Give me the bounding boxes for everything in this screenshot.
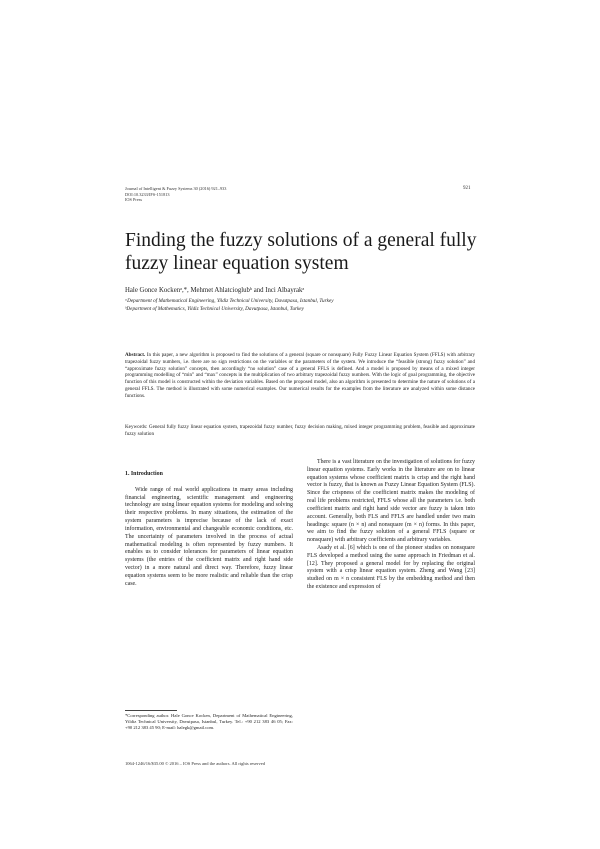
copyright-footer: 1064-1246/16/$35.00 © 2016 – IOS Press and the authors. All rights reserved xyxy=(125,761,266,766)
abstract-text: In this paper, a new algorithm is proposed to find the solutions of a general (square or nonsquare) Fully Fuzzy Linear Equation System (FFLS) with arbitrary trapezoidal fuzzy numbers, i.e. there are no sign restrictions on the variables or the parameters of the system. We introduce the “feasible (strong) fuzzy solution” and “approximate fuzzy solution” concepts, then accordingly “no solution” case of a general FFLS is defined. And a model is proposed by means of a mixed integer programming modelling of “min” and “max” concepts in the multiplication of two arbitrary trapezoidal fuzzy numbers. With the logic of goal programming, the objective function of this model is constructed within the deviation variables. Based on the proposed model, also an algorithm is presented to determine the nature of solutions of a general FFLS. The method is illustrated with some numerical examples. Our numerical results for the examples from the literature are analyzed within some distance functions. xyxy=(125,352,475,399)
footnote-rule xyxy=(125,710,177,711)
page-number: 921 xyxy=(463,186,471,191)
journal-citation: Journal of Intelligent & Fuzzy Systems 30 (2016) 921–933 xyxy=(125,186,227,191)
right-column xyxy=(307,459,475,592)
intro-paragraph-1: Wide range of real world applications in many areas including financial engineering, scientific management and engineering technology are using linear equation systems for modeling and solving their respective problems. In many situations, the estimation of the system parameters is imprecise because of the lack of exact information, environmental and changeable economic conditions, etc. The uncertainty of parameters involved in the process of actual mathematical modeling is often represented by fuzzy numbers. It enables us to consider tolerances for parameters of linear equation systems (the entries of the coefficient matrix and right hand side vector) in a more natural and direct way. Therefore, fuzzy linear equation systems seem to be more realistic and reliable than the crisp case. xyxy=(125,486,293,587)
left-column xyxy=(125,471,293,588)
keywords-label: Keywords: xyxy=(125,424,148,430)
section-heading: 1. Introduction xyxy=(125,471,163,477)
affiliation-a: ᵃDepartment of Mathematical Engineering, Yildiz Technical University, Davutpasa, Istanbul, Turkey xyxy=(125,298,334,304)
doi: DOI:10.3233/IFS-151813 xyxy=(125,191,170,197)
intro-paragraph-2: There is a vast literature on the investigation of solutions for fuzzy linear equation systems. Early works in the literature are on to linear equation systems whose coefficient matrix is crisp and the right hand vector is fuzzy, that is known as Fuzzy Linear Equation System (FLS). Since the crispness of the coefficient matrix makes the modeling of real life problems restricted, FFLS whose all the parameters i.e. both coefficient matrix and right hand side vector are fuzzy is taken into account. Generally, both FLS and FFLS are handled under two main headings: square (n × n) and nonsquare (m × n) forms. In this paper, we aim to find the fuzzy solution of a general FFLS (square or nonsquare) with arbitrary coefficients and arbitrary variables. xyxy=(307,459,475,544)
keywords xyxy=(125,424,475,438)
author-list: Hale Gonce Kockenᵃ,*, Mehmet Ahlatcioglubᵇ and Inci Albayrakᵃ xyxy=(125,287,305,294)
corresponding-author-footnote: *Corresponding author. Hale Gonce Kocken, Department of Mathematical Engineering, Yildiz Technical University, Davutpasa, Istanbul, Turkey. Tel.: +90 212 383 46 05; Fax: +90 212 383 45 90; E-mail: halegk@gmail.com. xyxy=(125,713,293,731)
keywords-text: General fully fuzzy linear equation system, trapezoidal fuzzy number, fuzzy decision making, mixed integer programming problem, feasible and approximate fuzzy solution xyxy=(125,424,475,437)
publisher: IOS Press xyxy=(125,197,143,203)
abstract xyxy=(125,352,475,399)
journal-header xyxy=(125,186,226,203)
affiliation-b: ᵇDepartment of Mathematics, Yildiz Technical University, Davutpasa, Istanbul, Turkey xyxy=(125,306,304,312)
intro-paragraph-3: Asady et al. [6] which is one of the pioneer studies on nonsquare FLS developed a method using the same approach in Friedman et al. [12]. They proposed a general model for by replacing the original system with a crisp linear equation system. Zheng and Wang [23] studied on m × n consistent FLS by the embedding method and then the existence and expression of xyxy=(307,544,475,590)
abstract-label: Abstract. xyxy=(125,352,146,358)
paper-title: Finding the fuzzy solutions of a general fully fuzzy linear equation system xyxy=(125,230,477,274)
